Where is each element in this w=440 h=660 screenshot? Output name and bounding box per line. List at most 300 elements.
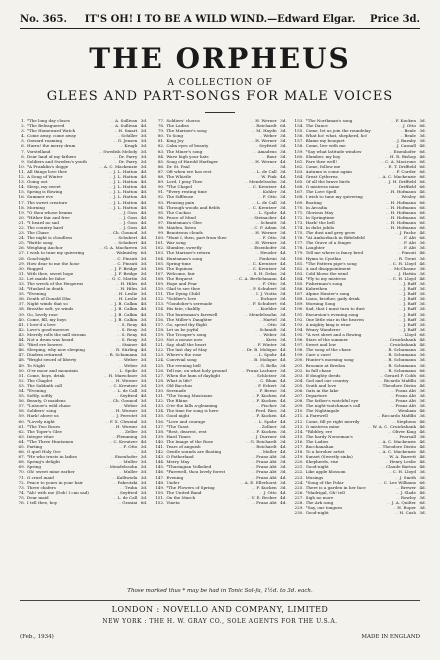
leader-dots: ... [249,224,254,230]
composer: Henry Leslie [389,459,416,465]
song-entry-title: Spring [27,464,41,470]
song-number: 92. [157,194,165,200]
leader-dots: ... [253,209,258,215]
song-price: 3d. [419,291,426,297]
song-price: 3d. [140,387,148,393]
song-entry-title: Hunter's morning song [305,357,354,363]
leader-dots: ... [108,184,113,190]
song-price: 4d. [140,184,148,190]
composer: Seyfried [259,143,277,149]
song-number: 221. [294,464,304,470]
song-price: 3d. [140,408,148,414]
leader-dots: ... [254,326,259,332]
leader-dots: ... [383,163,388,169]
leader-dots: ... [109,316,114,322]
song-entry-title: Serenade [166,387,187,393]
composer: J. B. Calkin [114,301,138,307]
song-number: 173. [294,219,304,225]
composer: L. de Call [256,168,277,174]
song-entry-title: The Dance [305,123,328,129]
song-price: 3d. [280,163,287,169]
song-list-item [153,500,286,505]
song-number: 16. [18,194,25,200]
song-price: 3d. [419,403,426,409]
leader-dots: ... [257,449,262,455]
song-entry-title: Come away, come away [27,133,77,139]
song-number: 106. [155,265,165,271]
composer: Dr. Parry [118,158,138,164]
song-price: 4d. [140,240,148,246]
composer: Pabrotzki [117,479,138,485]
song-price: 4d. [280,260,287,266]
song-entry-title: *The Flowers of Spring [166,484,215,490]
song-title: IT'S OH! I TO BE A WILD WIND.—Edward Elgar. [84,14,356,25]
leader-dots: ... [106,275,111,281]
leader-dots: ... [377,444,382,449]
song-number: 183. [294,270,304,276]
tonic-sol-fa-note: Those marked thus * may be had in Tonic Sol-fa, 1½d. to 3d. each. [127,588,313,594]
song-price: 6d. [280,301,287,307]
song-entry-title: Evening [166,474,184,480]
song-number: 37. [18,301,25,307]
song-price: 3d. [140,362,148,368]
leader-dots: ... [399,245,403,251]
leader-dots: ... [109,311,114,317]
leader-dots: ... [246,494,251,500]
song-price: 3d. [280,286,287,292]
song-entry-title: Dear land of my fathers [27,153,77,159]
song-number: 110. [155,286,165,292]
song-number: 95. [157,209,165,215]
song-number: 47. [18,352,25,358]
composer: Swedish Melody [103,148,138,154]
song-number: 53. [18,382,25,388]
song-number: 167. [294,189,304,195]
leader-dots: ... [255,306,260,312]
song-price: 3d. [419,138,426,144]
title-divider [205,112,235,113]
leader-dots: ... [113,240,118,246]
composer: Baur [266,153,277,159]
song-entry-title: Sigh no more [305,494,334,500]
leader-dots: ... [385,204,390,210]
listing-column-2 [153,118,286,583]
song-entry-title: The Rhine [166,398,188,404]
leader-dots: ... [108,174,113,180]
composer: Weber [263,331,277,337]
song-number: 43. [18,331,25,337]
song-number: 84. [157,153,165,159]
composer: H. Hofmann [390,219,416,225]
composer: J. L. Hatton [113,174,138,180]
leader-dots: ... [244,311,249,317]
song-price: 3d. [140,372,148,378]
song-entry-title: *Song of the Polar [305,479,344,485]
composer: E. T. Driffield [388,163,416,169]
leader-dots: ... [113,296,118,302]
song-price: 4d. [280,398,287,404]
song-entry-title: The wreck of the Hesperus [27,281,84,286]
song-number: 141. [155,444,165,449]
song-number: 77. [157,118,165,123]
song-price: 3d. [140,382,148,388]
leader-dots: ... [398,296,403,302]
composer: Beale [404,133,416,139]
song-price: 3d. [140,464,148,470]
song-number: 200. [294,357,304,363]
song-price: 3d. [419,133,426,139]
composer: Franz Abt [256,464,277,470]
song-entry-title: Dr. St. Paul [166,163,190,169]
song-price: 4d. [140,189,148,195]
song-price: 6d. [419,214,426,220]
composer: F. Kucken [256,428,277,434]
song-number: 19. [18,209,25,215]
composer: B. Molique [254,357,277,363]
song-number: 175. [294,230,304,236]
song-entry-title: I wish to tune my quivering [27,250,85,256]
leader-dots: ... [391,168,396,174]
leader-dots: ... [113,235,118,241]
song-entry-title: *Hunt I, then, part from thee [166,235,227,241]
composer: C. Kreutzer [252,265,277,271]
composer: Theodore Distin [382,444,416,449]
composer: J. Raff [403,321,416,327]
song-entry-title: Slumber, my boy [305,153,341,159]
song-entry-title: One little star in the heaven [305,316,364,322]
song-entry-title: Lions, brother, gaily drink [305,296,360,302]
leader-dots: ... [383,347,388,353]
leader-dots: ... [118,444,123,449]
song-number: 98. [157,224,165,230]
song-price: 3d. [280,291,287,297]
song-number: 132. [155,398,165,404]
song-price: 3d. [280,387,287,393]
leader-dots: ... [257,194,262,200]
song-entry-title: The Siffleuse [166,194,194,200]
song-price: 4d. [419,438,426,444]
leader-dots: ... [376,413,381,419]
song-number: 129. [155,382,165,388]
leader-dots: ... [383,367,388,373]
song-price: 3d. [419,352,426,358]
made-in-england: MADE IN ENGLAND [361,634,420,640]
song-number: 50. [18,367,25,373]
song-number: 21. [18,219,25,225]
song-entry-title: Come, follow me [305,163,341,169]
leader-dots: ... [377,449,382,455]
composer: C. Blum [260,377,277,383]
song-price: 3d. [280,235,287,241]
song-price: 4d. [140,393,148,399]
song-price: 6d. [419,479,426,485]
song-entry-title: Good-night [305,464,329,470]
composer: J. Goss [123,224,138,230]
song-price: 3d. [140,449,148,455]
composer: R. Schumann [109,352,138,358]
song-entry-title: The United Band [166,489,202,495]
song-entry-title: Welcome, fair [166,270,195,276]
song-entry-title: *The Homeward Watch [27,128,76,134]
leader-dots: ... [384,337,389,343]
song-number: 38. [18,306,25,312]
leader-dots: ... [391,143,396,149]
song-number: 88. [157,174,165,180]
composer: J. L. Hatton [113,168,138,174]
song-entry-title: Breathe soft, ye winds [27,306,74,312]
song-price: 3d. [419,393,426,399]
leader-dots: ... [251,484,256,490]
leader-dots: ... [379,372,384,378]
song-number: 27. [18,250,25,256]
song-price: 4d. [140,199,148,205]
leader-dots: ... [393,270,398,276]
composer: Eisenhofer [114,454,138,460]
collection-description: GLEES AND PART-SONGS FOR MALE VOICES [46,89,394,104]
song-entry-title: *Thuringian Volkslied [166,464,212,470]
composer: H. Hofmann [390,204,416,210]
composer: W. A. C. Cruickshank [372,423,416,429]
song-price: 3d. [280,331,287,337]
song-price: 3d. [140,163,148,169]
composer: Franz Abt [395,403,416,409]
composer: Kietz [266,337,277,343]
leader-dots: ... [398,306,403,312]
song-price: 3d. [280,133,287,139]
song-entry-title: The time for song is here [166,408,219,414]
song-entry-title: Onward roaming [27,138,63,144]
song-entry-title: Come, boys, drink [27,372,65,378]
listing-column-1 [14,118,147,583]
song-price: 6d. [419,219,426,225]
leader-dots: ... [108,194,113,200]
song-price: 3d. [280,138,287,144]
song-price: 4d. [280,184,287,190]
song-price: 6d. [140,500,148,506]
leader-dots: ... [109,454,114,460]
leader-dots: ... [113,128,118,134]
song-price: 4d. [280,418,287,424]
song-number: 35. [18,291,25,297]
song-number: 165. [294,179,304,185]
song-number: 130. [155,387,165,393]
song-entry-title: The father's watchful eye [305,398,359,404]
song-number: 143. [155,454,165,460]
song-number: 10. [18,163,25,169]
leader-dots: ... [119,403,124,409]
composer: H. Werner [255,158,277,164]
leader-dots: ... [104,464,109,470]
composer: A. Sullivan [115,118,138,123]
song-entry-title: A sad disappointment [305,265,351,271]
song-number: 79. [157,128,165,134]
song-entry-title: *Gondolier's serenade [166,301,213,307]
song-number: 156. [294,133,304,139]
song-number: 90. [157,184,165,190]
composer: R. Schumann [388,347,416,353]
composer: J. Raff [403,306,416,312]
composer: F. Kucken [395,118,416,123]
song-number: 66. [18,449,25,455]
song-number: 101. [155,240,165,246]
leader-dots: ... [111,250,116,256]
song-number: 114. [155,306,165,312]
leader-dots: ... [112,494,117,500]
song-entry-title: Weighing Anchor [27,245,63,251]
composer: I. J. Viotta [256,291,277,297]
composer: A. C. Mackenzie [382,174,416,180]
song-price: 3d. [140,403,148,409]
song-price: 3d. [280,230,287,236]
song-number: 178. [294,245,304,251]
song-price: 3d. [280,326,287,332]
song-number: 102. [155,245,165,251]
song-price: 4d. [280,444,287,449]
leader-dots: ... [385,189,390,195]
leader-dots: ... [258,189,262,195]
song-price: 4d. [419,428,426,434]
song-number: 76. [18,500,25,506]
song-number: 81. [157,138,165,144]
song-number: 172. [294,214,304,220]
leader-dots: ... [388,148,393,154]
song-entry-title: The Mariner's return [166,250,211,256]
song-price: 4d. [419,423,426,429]
song-number: 28. [18,255,25,261]
leader-dots: ... [116,133,121,139]
song-number: 6. [21,143,25,149]
song-number: 222. [294,469,304,475]
composer: Franz Abt [395,398,416,404]
song-number: 202. [294,367,304,373]
print-date: (Feb., 1934) [20,634,54,640]
song-entry-title: Song of Harold Harfager [166,158,219,164]
song-number: 154. [294,123,304,129]
song-entry-title: The Nightingale [305,408,340,414]
song-entry-title: What ho! what, shepherd, ho! [305,133,368,139]
song-price: 4d. [419,449,426,455]
song-price: 3d. [280,281,287,286]
leader-dots: ... [257,235,262,241]
song-entry-title: Come, let us join the roundelay [305,128,371,134]
composer: Brewer [400,484,416,490]
song-number: 111. [155,291,165,297]
composer: Fischer [261,403,277,409]
composer: Franz Abt [256,500,277,506]
publisher: LONDON : NOVELLO AND COMPANY, LIMITED [111,605,329,614]
composer: H. Hofmann [390,189,416,195]
song-price: 4d. [419,250,426,256]
composer: J. Raff [403,296,416,302]
composer: C. Pinsuti [117,255,138,261]
song-entry-title: The Equinox [166,265,193,271]
composer: F. Kucken [256,484,277,490]
song-number: 83. [157,148,165,154]
song-price: 4d. [280,250,287,256]
leader-dots: ... [399,235,403,241]
song-entry-title: In Arcadia [305,204,328,210]
composer: C. F. Adam [254,224,277,230]
leader-dots: ... [387,260,392,266]
song-number: 72. [18,479,25,485]
song-price: 6d. [419,168,426,174]
song-entry-title: Fare thee well! [305,158,337,164]
composer: J. Raff [403,326,416,332]
song-price: 3d. [140,398,148,404]
song-entry-title: Not a mouse now [166,337,203,343]
song-price: 3d. [419,311,426,317]
leader-dots: ... [118,459,123,465]
leader-dots: ... [394,433,399,439]
composer: F. Corder [396,168,416,174]
leader-dots: ... [385,219,390,225]
leader-dots: ... [115,286,120,292]
song-price: 4d. [280,174,287,180]
song-price: 3d. [140,484,148,490]
song-number: 69. [18,464,25,470]
leader-dots: ... [255,296,260,302]
song-number: 32. [18,275,25,281]
song-number: 97. [157,219,165,225]
song-number: 44. [18,337,25,343]
leader-dots: ... [110,423,115,429]
song-number: 93. [157,199,165,205]
collection-title: THE ORPHEUS [89,42,351,75]
song-entry-title: Night winds that so [27,301,68,307]
song-price: 3d. [140,459,148,465]
composer: Rowley [400,494,416,500]
leader-dots: ... [251,444,256,449]
composer: J. Hattin [398,270,416,276]
song-entry-title: Great Cytherea [305,174,338,180]
song-entry-title: Parting [27,444,43,449]
song-number: 195. [294,331,304,337]
song-number: 149. [155,484,165,490]
song-number: 145. [155,464,165,470]
song-entry-title: *Bright sword of liberty [27,357,77,363]
song-entry-title: Huntsman's Glee [166,219,202,225]
song-price: 4d. [280,474,287,480]
song-number: 87. [157,168,165,174]
composer: Eichner [260,296,277,302]
song-price: 3d. [140,255,148,261]
song-number: 199. [294,352,304,358]
song-entry-title: All things love thee [27,168,68,174]
composer: H. Hofmann [390,209,416,215]
leader-dots: ... [234,275,238,281]
leader-dots: ... [381,464,385,470]
composer: F. Winter [257,342,277,348]
song-number: 171. [294,209,304,215]
song-price: 4d. [280,347,287,353]
song-number: 190. [294,306,304,312]
song-entry-title: *Evening [27,387,46,393]
song-number: 206. [294,387,304,393]
leader-dots: ... [258,133,263,139]
song-price: 3d. [140,245,148,251]
composer: Ricardo Mafilbi [383,377,416,383]
leader-dots: ... [115,393,119,399]
song-price: 6d. [419,500,426,506]
leader-dots: ... [108,168,113,174]
leader-dots: ... [389,265,394,271]
song-price: 4d. [140,123,148,129]
song-entry-title: Come, live with me [305,143,346,149]
song-entry-title: Fisherman's song [305,281,343,286]
song-entry-title: God and our country [305,377,349,383]
song-number: 128. [155,377,165,383]
song-entry-title: Pleasing pain [166,199,195,205]
